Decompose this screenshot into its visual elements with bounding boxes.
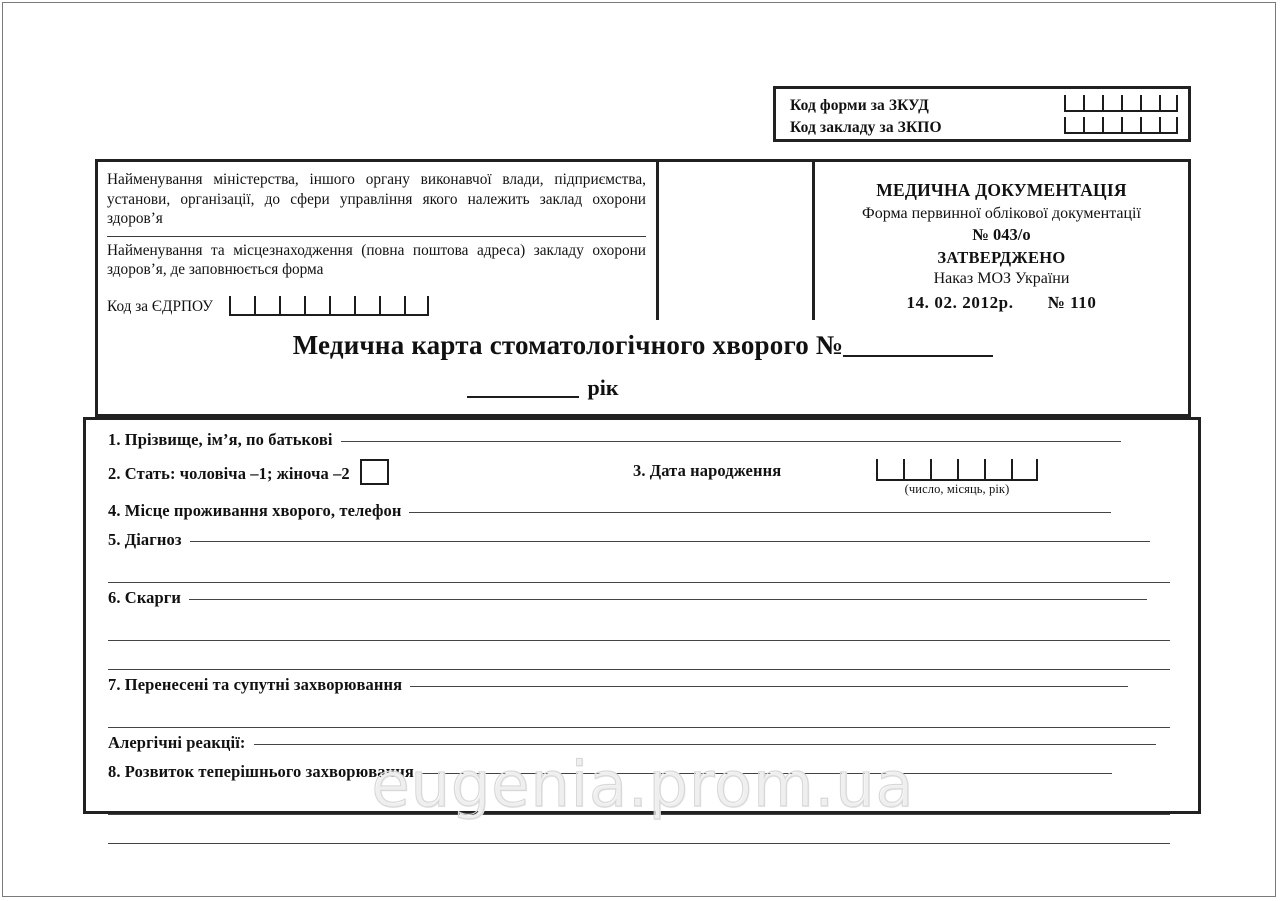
facility-address-note: Найменування та місцезнаходження (повна поштова адреса) закладу охорони здоров’я, де заповнюється форма — [107, 241, 646, 279]
edrpou-cell[interactable] — [404, 296, 429, 316]
input-past-diseases-line2[interactable] — [108, 727, 1170, 728]
diagnosis-continuation — [86, 559, 1198, 588]
code-label-zkud: Код форми за ЗКУД — [790, 97, 929, 114]
code-cell[interactable] — [1140, 117, 1159, 134]
patient-fields-band — [83, 417, 1201, 814]
year-blank[interactable] — [467, 396, 579, 398]
page-title-text: Медична карта стоматологічного хворого № — [292, 330, 844, 360]
code-cell[interactable] — [1064, 95, 1083, 112]
header-left-cell — [98, 162, 659, 320]
input-disease-development-line2[interactable] — [108, 814, 1170, 815]
ministry-name-rule — [107, 236, 646, 237]
label-allergies: Алергічні реакції: — [108, 733, 246, 752]
code-cell[interactable] — [1102, 95, 1121, 112]
input-past-diseases[interactable] — [410, 686, 1128, 687]
gender-checkbox[interactable] — [360, 459, 389, 485]
label-residence: 4. Місце проживання хворого, телефон — [108, 501, 402, 520]
label-gender: 2. Стать: чоловіча –1; жіноча –2 — [108, 464, 350, 483]
code-cell[interactable] — [1083, 117, 1102, 134]
edrpou-row — [107, 296, 429, 316]
label-disease-development: 8. Розвиток теперішнього захворювання — [108, 762, 414, 781]
dob-cell[interactable] — [1011, 459, 1038, 481]
field-row-diagnosis — [86, 530, 1198, 559]
past-diseases-continuation — [86, 704, 1198, 733]
title-band — [95, 320, 1191, 417]
edrpou-cell[interactable] — [329, 296, 354, 316]
complaints-continuation-2 — [86, 646, 1198, 675]
input-diagnosis-line2[interactable] — [108, 582, 1170, 583]
label-diagnosis: 5. Діагноз — [108, 530, 182, 549]
field-row-complaints — [86, 588, 1198, 617]
code-cells-zkpo[interactable] — [1064, 117, 1178, 134]
disease-development-continuation-2 — [86, 820, 1198, 849]
input-complaints[interactable] — [189, 599, 1147, 600]
input-disease-development[interactable] — [422, 773, 1112, 774]
field-row-gender-dob — [86, 459, 1198, 501]
date-of-birth-hint: (число, місяць, рік) — [904, 482, 1010, 496]
code-cell[interactable] — [1083, 95, 1102, 112]
primary-records-form-subtitle: Форма первинної облікової документації — [862, 205, 1141, 222]
edrpou-cell[interactable] — [229, 296, 254, 316]
ministry-name-note: Найменування міністерства, іншого органу виконавчої влади, підприємства, установи, організації, до сфери управління якого належить заклад охорони здоров’я — [107, 171, 646, 228]
medical-documentation-title: МЕДИЧНА ДОКУМЕНТАЦІЯ — [876, 180, 1127, 200]
header-right-cell — [815, 162, 1188, 320]
card-number-blank[interactable] — [843, 355, 993, 357]
edrpou-cell[interactable] — [254, 296, 279, 316]
input-disease-development-line3[interactable] — [108, 843, 1170, 844]
header-middle-cell — [659, 162, 815, 320]
code-cells-zkud[interactable] — [1064, 95, 1178, 112]
order-date: 14. 02. 2012р. — [906, 293, 1014, 312]
code-label-zkpo: Код закладу за ЗКПО — [790, 119, 942, 136]
code-row-zkud — [790, 95, 1178, 117]
input-diagnosis[interactable] — [190, 541, 1150, 542]
code-cell[interactable] — [1159, 117, 1178, 134]
label-past-diseases: 7. Перенесені та супутні захворювання — [108, 675, 403, 694]
label-date-of-birth: 3. Дата народження — [633, 461, 782, 480]
field-row-residence — [86, 501, 1198, 530]
page-title — [98, 330, 1188, 361]
date-of-birth-cells[interactable] — [876, 459, 1038, 497]
moz-order-label: Наказ МОЗ України — [933, 270, 1070, 287]
edrpou-cells[interactable] — [229, 296, 429, 316]
dob-cell[interactable] — [903, 459, 930, 481]
edrpou-cell[interactable] — [379, 296, 404, 316]
edrpou-cell[interactable] — [354, 296, 379, 316]
code-cell[interactable] — [1121, 95, 1140, 112]
document-page — [2, 2, 1276, 897]
input-residence[interactable] — [409, 512, 1111, 513]
field-row-disease-development — [86, 762, 1198, 791]
code-cell[interactable] — [1121, 117, 1140, 134]
label-fullname: 1. Прізвище, ім’я, по батькові — [108, 430, 333, 449]
input-allergies[interactable] — [254, 744, 1156, 745]
input-complaints-line2[interactable] — [108, 640, 1170, 641]
dob-cell[interactable] — [957, 459, 984, 481]
code-row-zkpo — [790, 117, 1178, 139]
code-cell[interactable] — [1159, 95, 1178, 112]
label-complaints: 6. Скарги — [108, 588, 181, 607]
field-row-past-diseases — [86, 675, 1198, 704]
form-number: № 043/о — [972, 225, 1031, 244]
order-date-line — [821, 293, 1182, 313]
dob-cell[interactable] — [930, 459, 957, 481]
year-label: рік — [587, 375, 619, 400]
code-cell[interactable] — [1102, 117, 1121, 134]
header-row — [95, 159, 1191, 323]
code-cell[interactable] — [1140, 95, 1159, 112]
input-fullname[interactable] — [341, 441, 1121, 442]
year-line — [98, 375, 1188, 401]
form-code-block — [773, 86, 1191, 142]
complaints-continuation-1 — [86, 617, 1198, 646]
dob-cell[interactable] — [984, 459, 1011, 481]
approved-label: ЗАТВЕРДЖЕНО — [937, 248, 1066, 267]
input-complaints-line3[interactable] — [108, 669, 1170, 670]
order-number: № 110 — [1047, 293, 1097, 312]
dob-cell[interactable] — [876, 459, 903, 481]
field-row-allergies — [86, 733, 1198, 762]
disease-development-continuation-1 — [86, 791, 1198, 820]
field-row-fullname — [86, 430, 1198, 459]
edrpou-cell[interactable] — [304, 296, 329, 316]
edrpou-cell[interactable] — [279, 296, 304, 316]
edrpou-label: Код за ЄДРПОУ — [107, 298, 214, 315]
code-cell[interactable] — [1064, 117, 1083, 134]
